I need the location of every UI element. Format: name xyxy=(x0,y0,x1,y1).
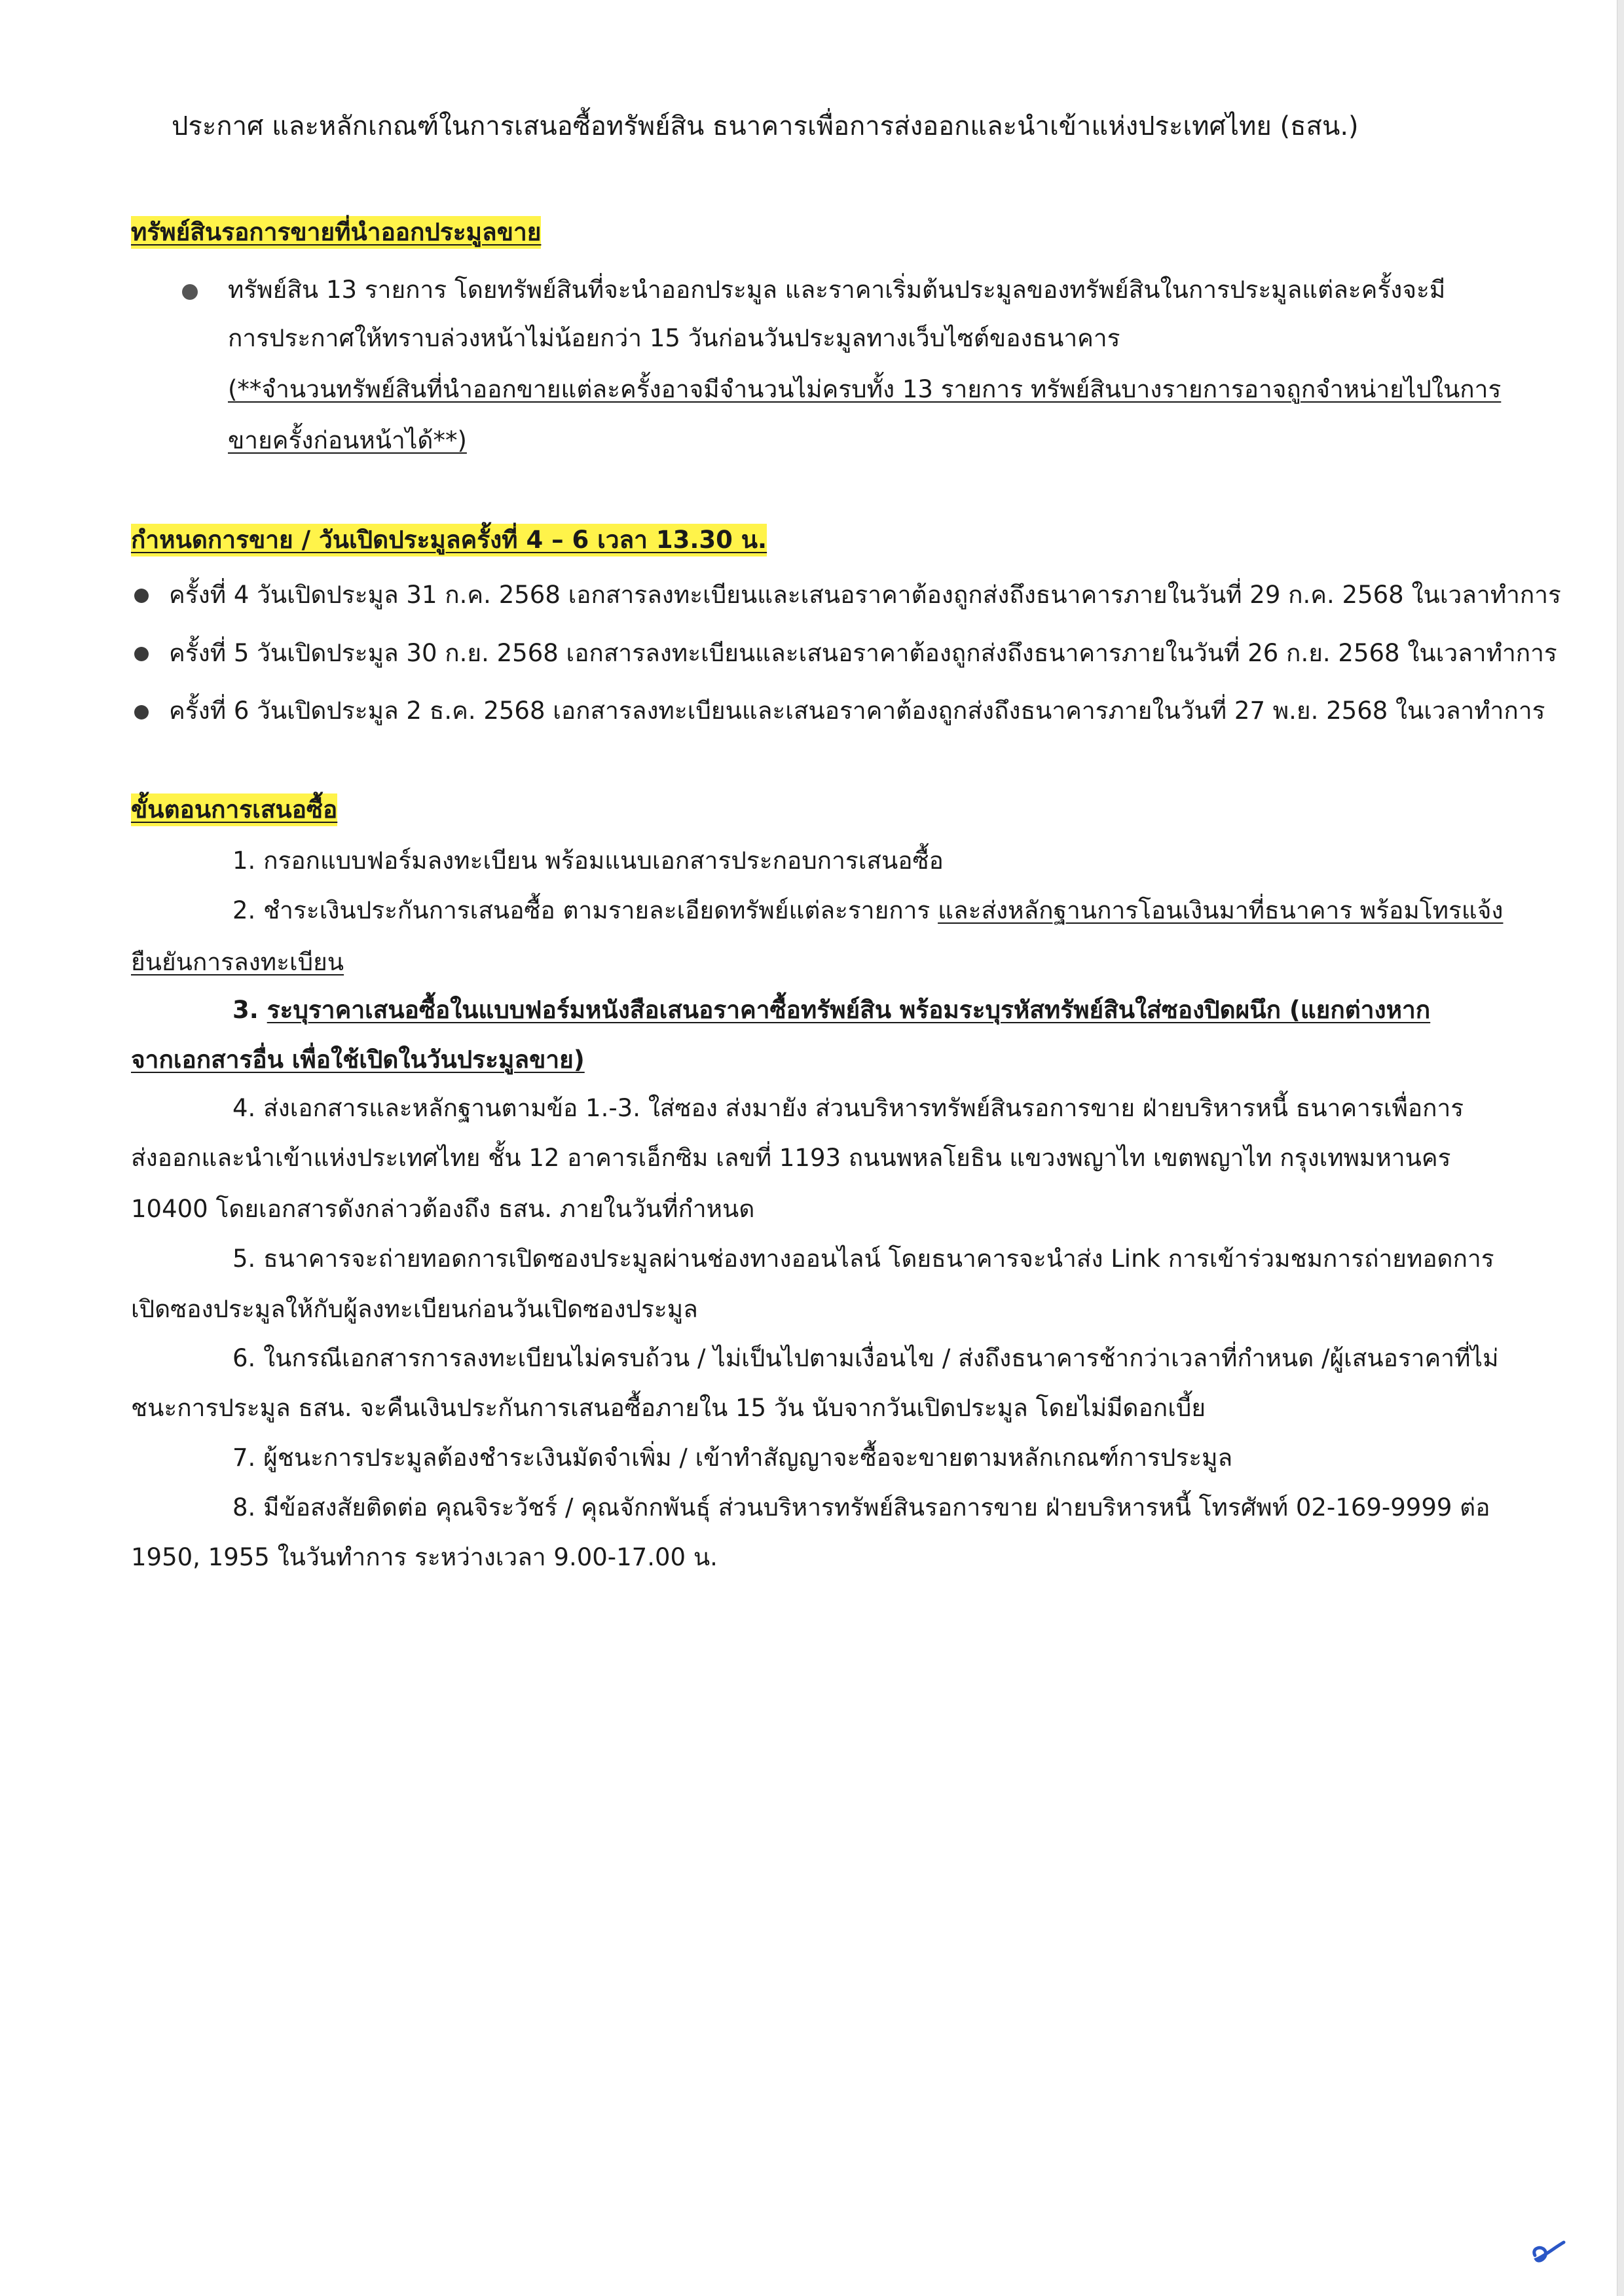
procedure-step-4-continued: ส่งออกและนำเข้าแห่งประเทศไทย ชั้น 12 อาคารเอ็กซิม เลขที่ 1193 ถนนพหลโยธิน แขวงพญาไท เขตพญาไท กรุงเทพมหานคร xyxy=(131,1144,1451,1172)
procedure-step-1: 1. กรอกแบบฟอร์มลงทะเบียน พร้อมแนบเอกสารประกอบการเสนอซื้อ xyxy=(232,847,944,875)
bullet-icon xyxy=(134,589,149,603)
document-title: ประกาศ และหลักเกณฑ์ในการเสนอซื้อทรัพย์สิน ธนาคารเพื่อการส่งออกและนำเข้าแห่งประเทศไทย (ธสน.) xyxy=(172,111,1359,141)
assets-bullet-line-2: การประกาศให้ทราบล่วงหน้าไม่น้อยกว่า 15 วันก่อนวันประมูลทางเว็บไซต์ของธนาคาร xyxy=(228,324,1120,352)
assets-heading: ทรัพย์สินรอการขายที่นำออกประมูลขาย xyxy=(131,216,541,249)
schedule-item: ครั้งที่ 5 วันเปิดประมูล 30 ก.ย. 2568 เอกสารลงทะเบียนและเสนอราคาต้องถูกส่งถึงธนาคารภายในวันที่ 26 ก.ย. 2568 ในเวลาทำการ xyxy=(169,639,1557,667)
procedure-step-6-continued: ชนะการประมูล ธสน. จะคืนเงินประกันการเสนอซื้อภายใน 15 วัน นับจากวันเปิดประมูล โดยไม่มีดอกเบี้ย xyxy=(131,1394,1206,1422)
schedule-item: ครั้งที่ 4 วันเปิดประมูล 31 ก.ค. 2568 เอกสารลงทะเบียนและเสนอราคาต้องถูกส่งถึงธนาคารภายในวันที่ 29 ก.ค. 2568 ในเวลาทำการ xyxy=(169,581,1561,609)
procedure-step-2-continued: ยืนยันการลงทะเบียน xyxy=(131,948,344,976)
procedure-step-7: 7. ผู้ชนะการประมูลต้องชำระเงินมัดจำเพิ่ม / เข้าทำสัญญาจะซื้อจะขายตามหลักเกณฑ์การประมูล xyxy=(232,1444,1233,1472)
procedure-step-5-continued: เปิดซองประมูลให้กับผู้ลงทะเบียนก่อนวันเปิดซองประมูล xyxy=(131,1295,698,1323)
assets-bullet-line-1: ทรัพย์สิน 13 รายการ โดยทรัพย์สินที่จะนำออกประมูล และราคาเริ่มต้นประมูลของทรัพย์สินในการประมูลแต่ละครั้งจะมี xyxy=(228,276,1446,304)
initial-mark-icon xyxy=(1526,2229,1572,2275)
assets-note-line-2: ขายครั้งก่อนหน้าได้**) xyxy=(228,426,467,454)
procedure-step-2 xyxy=(232,894,1504,927)
procedure-step-2-text: 2. ชำระเงินประกันการเสนอซื้อ ตามรายละเอียดทรัพย์แต่ละรายการ xyxy=(232,896,938,924)
schedule-item: ครั้งที่ 6 วันเปิดประมูล 2 ธ.ค. 2568 เอกสารลงทะเบียนและเสนอราคาต้องถูกส่งถึงธนาคารภายในวันที่ 27 พ.ย. 2568 ในเวลาทำการ xyxy=(169,697,1545,725)
bullet-icon xyxy=(182,284,198,300)
bullet-icon xyxy=(134,647,149,661)
procedure-step-6: 6. ในกรณีเอกสารการลงทะเบียนไม่ครบถ้วน / ไม่เป็นไปตามเงื่อนไข / ส่งถึงธนาคารช้ากว่าเวลาที่กำหนด /ผู้เสนอราคาที่ไม่ xyxy=(232,1344,1499,1372)
procedure-step-3-number: 3. xyxy=(232,996,267,1024)
procedure-step-2-underlined: และส่งหลักฐานการโอนเงินมาที่ธนาคาร พร้อมโทรแจ้ง xyxy=(938,896,1504,924)
assets-note-line-1: (**จำนวนทรัพย์สินที่นำออกขายแต่ละครั้งอาจมีจำนวนไม่ครบทั้ง 13 รายการ ทรัพย์สินบางรายการอาจถูกจำหน่ายไปในการ xyxy=(228,375,1502,403)
procedure-step-4-continued: 10400 โดยเอกสารดังกล่าวต้องถึง ธสน. ภายในวันที่กำหนด xyxy=(131,1195,755,1223)
procedure-step-5: 5. ธนาคารจะถ่ายทอดการเปิดซองประมูลผ่านช่องทางออนไลน์ โดยธนาคารจะนำส่ง Link การเข้าร่วมชมการถ่ายทอดการ xyxy=(232,1245,1494,1273)
procedure-step-8: 8. มีข้อสงสัยติดต่อ คุณจิระวัชร์ / คุณจักกพันธุ์ ส่วนบริหารทรัพย์สินรอการขาย ฝ่ายบริหารหนี้ โทรศัพท์ 02-169-9999 ต่อ xyxy=(232,1493,1490,1522)
procedure-step-4: 4. ส่งเอกสารและหลักฐานตามข้อ 1.-3. ใส่ซอง ส่งมายัง ส่วนบริหารทรัพย์สินรอการขาย ฝ่ายบริหารหนี้ ธนาคารเพื่อการ xyxy=(232,1094,1464,1122)
bullet-icon xyxy=(134,705,149,720)
scan-edge xyxy=(1617,0,1624,2296)
procedure-step-8-continued: 1950, 1955 ในวันทำการ ระหว่างเวลา 9.00-17.00 น. xyxy=(131,1543,718,1571)
schedule-heading: กำหนดการขาย / วันเปิดประมูลครั้งที่ 4 – 6 เวลา 13.30 น. xyxy=(131,524,767,556)
procedure-step-3-text: ระบุราคาเสนอซื้อในแบบฟอร์มหนังสือเสนอราคาซื้อทรัพย์สิน พร้อมระบุรหัสทรัพย์สินใส่ซองปิดผนึก (แยกต่างหาก xyxy=(267,996,1431,1024)
procedure-step-3-continued: จากเอกสารอื่น เพื่อใช้เปิดในวันประมูลขาย) xyxy=(131,1046,585,1074)
procedure-step-3 xyxy=(232,994,1430,1027)
procedure-heading: ขั้นตอนการเสนอซื้อ xyxy=(131,793,337,826)
